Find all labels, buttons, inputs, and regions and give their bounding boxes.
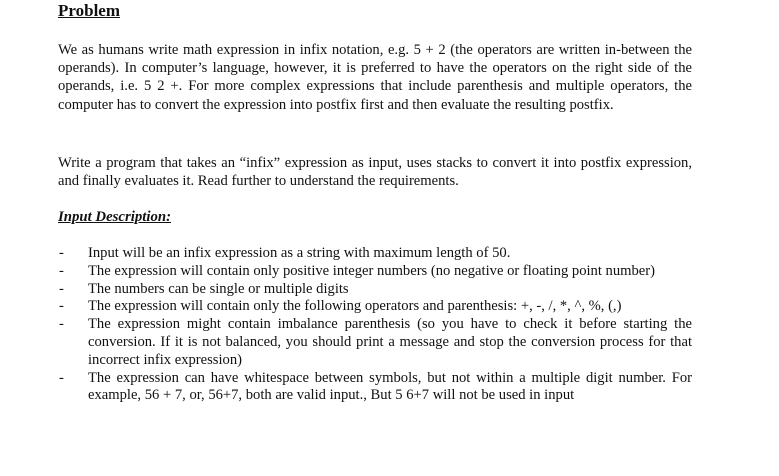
list-item-text: The numbers can be single or multiple digits bbox=[88, 280, 349, 297]
list-item-text: The expression will contain only the following operators and parenthesis: +, -, /, *, ^, %, (,) bbox=[88, 298, 622, 315]
list-item-text: The expression can have whitespace between symbols, but not within a multiple digit number. For example, 56 + 7, or, 56+7, both are valid input., But 5 6+7 will not be used in input bbox=[88, 369, 692, 404]
list-item-text: The expression will contain only positive integer numbers (no negative or floating point number) bbox=[88, 262, 655, 279]
input-requirements-list bbox=[58, 245, 692, 405]
bullet-dash: - bbox=[59, 245, 64, 261]
problem-paragraph-2: Write a program that takes an “infix” expression as input, uses stacks to convert it into postfix expression, and finally evaluates it. Read further to understand the requirements. bbox=[58, 155, 692, 190]
input-description-heading: Input Description: bbox=[58, 209, 172, 225]
bullet-dash: - bbox=[59, 316, 64, 333]
list-item bbox=[58, 245, 692, 263]
bullet-dash: - bbox=[59, 262, 64, 279]
list-item bbox=[58, 316, 692, 369]
list-item bbox=[58, 281, 692, 299]
bullet-dash: - bbox=[59, 280, 64, 297]
list-item bbox=[58, 263, 692, 281]
list-item bbox=[58, 298, 692, 316]
list-item-text: The expression might contain imbalance parenthesis (so you have to check it before starting the conversion. If it is not balanced, you should print a message and stop the conversion process for that incorrect infix expression) bbox=[88, 316, 692, 368]
list-item-text: Input will be an infix expression as a string with maximum length of 50. bbox=[88, 245, 511, 261]
bullet-dash: - bbox=[59, 298, 64, 315]
list-item bbox=[58, 370, 692, 406]
problem-heading: Problem bbox=[58, 1, 121, 20]
bullet-dash: - bbox=[59, 369, 64, 386]
problem-paragraph-1: We as humans write math expression in infix notation, e.g. 5 + 2 (the operators are written in-between the operands). In computer’s language, however, it is preferred to have the operators on the right side of the operands, i.e. 5 2 +. For more complex expressions that include parenthesis and multiple operators, the computer has to convert the expression into postfix first and then evaluate the resulting postfix. bbox=[58, 42, 692, 113]
